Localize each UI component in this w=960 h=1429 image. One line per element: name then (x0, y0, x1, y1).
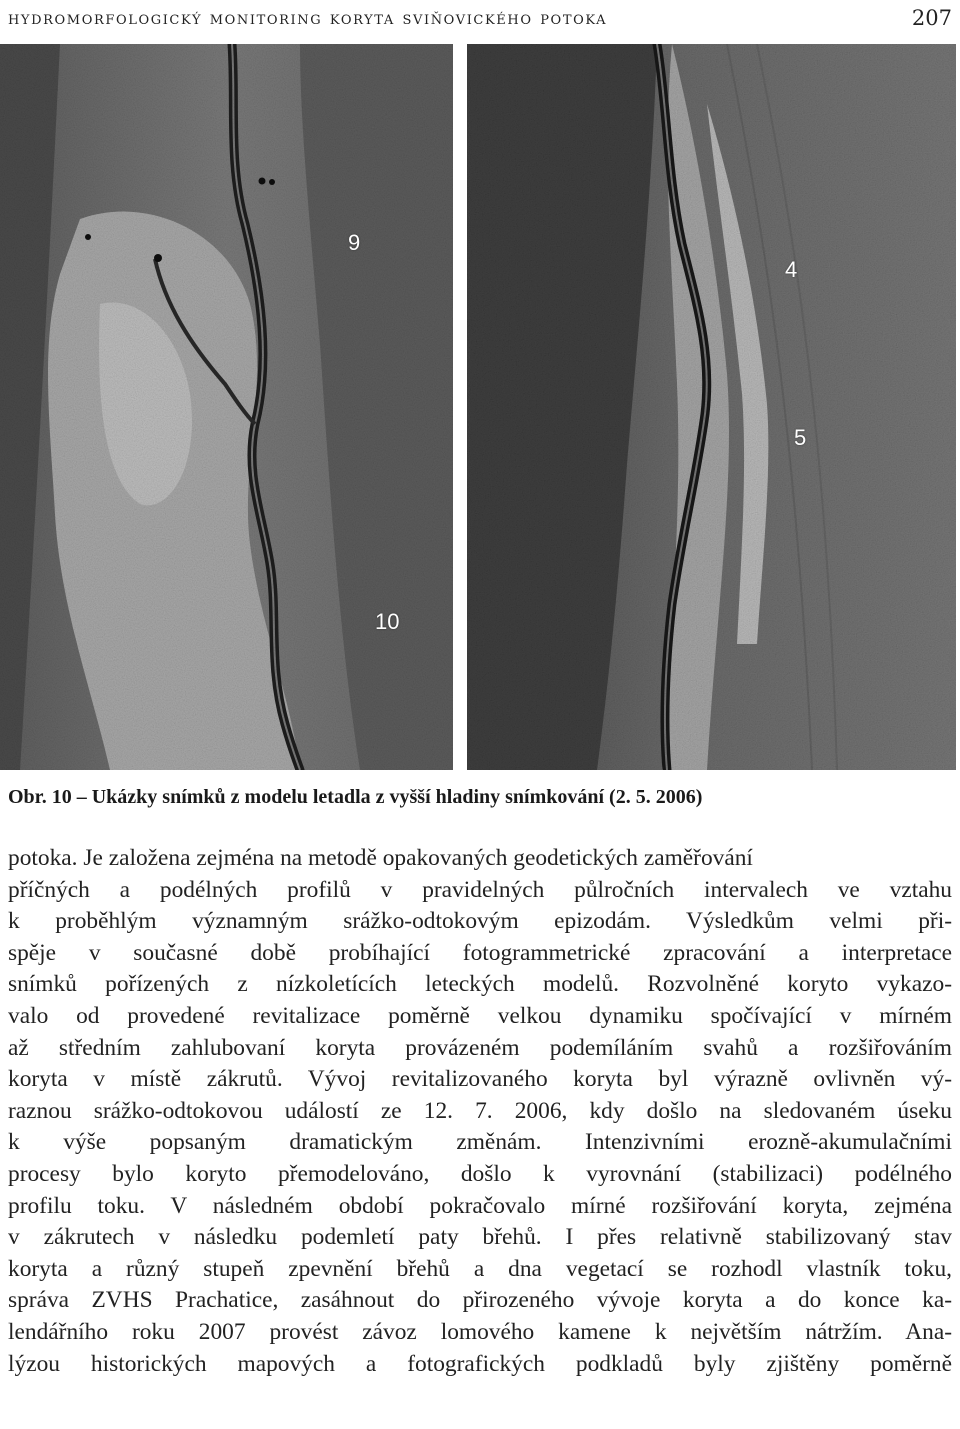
body-line: raznou srážko-odtokovou událostí ze 12. 7. 2006, kdy došlo na sledovaném úseku (8, 1097, 952, 1124)
photo-marker-5: 5 (794, 425, 807, 450)
body-line: příčných a podélných profilů v pravidelných půlročních intervalech ve vztahu (8, 876, 952, 903)
aerial-photo-right-image (467, 44, 956, 770)
body-line: až středním zahlubovaní koryta provázeném podemíláním svahů a rozšiřováním (8, 1034, 952, 1061)
figure-caption: Obr. 10 – Ukázky snímků z modelu letadla z vyšší hladiny snímkování (2. 5. 2006) (8, 786, 703, 808)
body-line: lendářního roku 2007 provést závoz lomového kamene k největším nátržím. Ana- (8, 1318, 952, 1345)
running-head (8, 0, 952, 36)
body-line: lýzou historických mapových a fotografických podkladů byly zjištěny poměrně (8, 1350, 952, 1377)
body-line: valo od provedené revitalizace poměrně velkou dynamiku spočívající v mírném (8, 1002, 952, 1029)
photo-marker-9: 9 (348, 230, 361, 255)
body-line: k výše popsaným dramatickým změnám. Intenzivními erozně-akumulačními (8, 1129, 952, 1156)
body-text (8, 843, 952, 1380)
body-line: koryta a různý stupeň zpevnění břehů a dna vegetací se rozhodl vlastník toku, (8, 1255, 952, 1282)
body-line: v zákrutech v následku podemletí paty břehů. I přes relativně stabilizovaný stav (8, 1224, 952, 1251)
photo-marker-4: 4 (785, 257, 798, 282)
page-number: 207 (911, 6, 952, 30)
body-line: spěje v současné době probíhající fotogrammetrické zpracování a interpretace (8, 939, 952, 966)
body-line: snímků pořízených z nízkoletících leteckých modelů. Rozvolněné koryto vykazo- (8, 971, 952, 998)
photo-marker-10: 10 (375, 609, 400, 634)
aerial-photo-left-image (0, 44, 453, 770)
body-line: procesy bylo koryto přemodelováno, došlo k vyrovnání (stabilizaci) podélného (8, 1160, 952, 1187)
body-line: k proběhlým významným srážko-odtokovým epizodám. Výsledkům velmi při- (8, 908, 952, 935)
figure-aerial-photos (0, 44, 956, 770)
aerial-photo-left (0, 44, 453, 770)
aerial-photo-right (467, 44, 956, 770)
body-line: profilu toku. V následném období pokračovalo mírné rozšiřování koryta, zejména (8, 1192, 952, 1219)
body-line: správa ZVHS Prachatice, zasáhnout do přirozeného vývoje koryta a do konce ka- (8, 1287, 952, 1314)
running-head-title: hydromorfologický monitoring koryta sviňovického potoka (8, 7, 608, 29)
body-line: koryta v místě zákrutů. Vývoj revitalizovaného koryta byl výrazně ovlivněn vý- (8, 1066, 952, 1093)
body-line: potoka. Je založena zejména na metodě opakovaných geodetických zaměřování (8, 845, 753, 871)
